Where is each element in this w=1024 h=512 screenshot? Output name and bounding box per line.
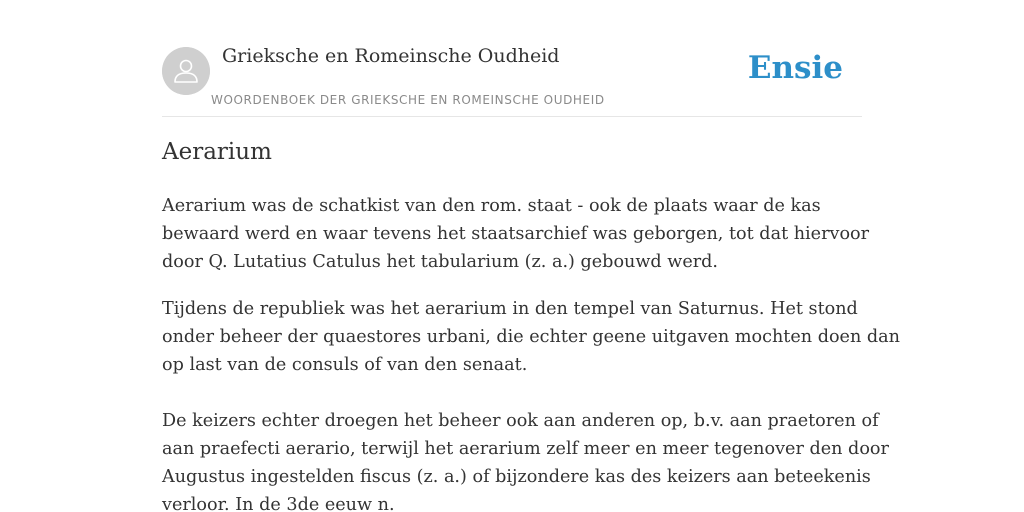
entry-headword: Aerarium: [162, 139, 272, 165]
paragraph-line: aan praefecti aerario, terwijl het aerarium zelf meer en meer tegenover den door: [162, 439, 889, 459]
paragraph: [162, 192, 870, 276]
paragraph-line: verloor. In de 3de eeuw n.: [162, 495, 395, 512]
paragraph-line: De keizers echter droegen het beheer ook aan anderen op, b.v. aan praetoren of: [162, 411, 879, 431]
paragraph: [162, 295, 900, 379]
paragraph-line: Tijdens de republiek was het aerarium in den tempel van Saturnus. Het stond: [162, 299, 858, 319]
source-subtitle: WOORDENBOEK DER GRIEKSCHE EN ROMEINSCHE OUDHEID: [211, 93, 605, 107]
paragraph-line: onder beheer der quaestores urbani, die echter geene uitgaven mochten doen dan: [162, 327, 900, 347]
paragraph-line: Aerarium was de schatkist van den rom. staat - ook de plaats waar de kas: [162, 196, 821, 216]
entry-content: [162, 192, 900, 512]
paragraph-line: Augustus ingestelden fiscus (z. a.) of bijzondere kas des keizers aan beteekenis: [162, 467, 871, 487]
paragraph-line: op last van de consuls of van den senaat.: [162, 355, 528, 375]
paragraph-line: bewaard werd en waar tevens het staatsarchief was geborgen, tot dat hiervoor: [162, 224, 870, 244]
source-title[interactable]: Grieksche en Romeinsche Oudheid: [222, 45, 560, 67]
user-avatar-icon[interactable]: [162, 47, 210, 95]
ensie-logo-link[interactable]: Ensie: [747, 50, 843, 86]
paragraph-line: door Q. Lutatius Catulus het tabularium (z. a.) gebouwd werd.: [162, 252, 719, 272]
header: [162, 0, 862, 117]
paragraph: [162, 407, 889, 512]
